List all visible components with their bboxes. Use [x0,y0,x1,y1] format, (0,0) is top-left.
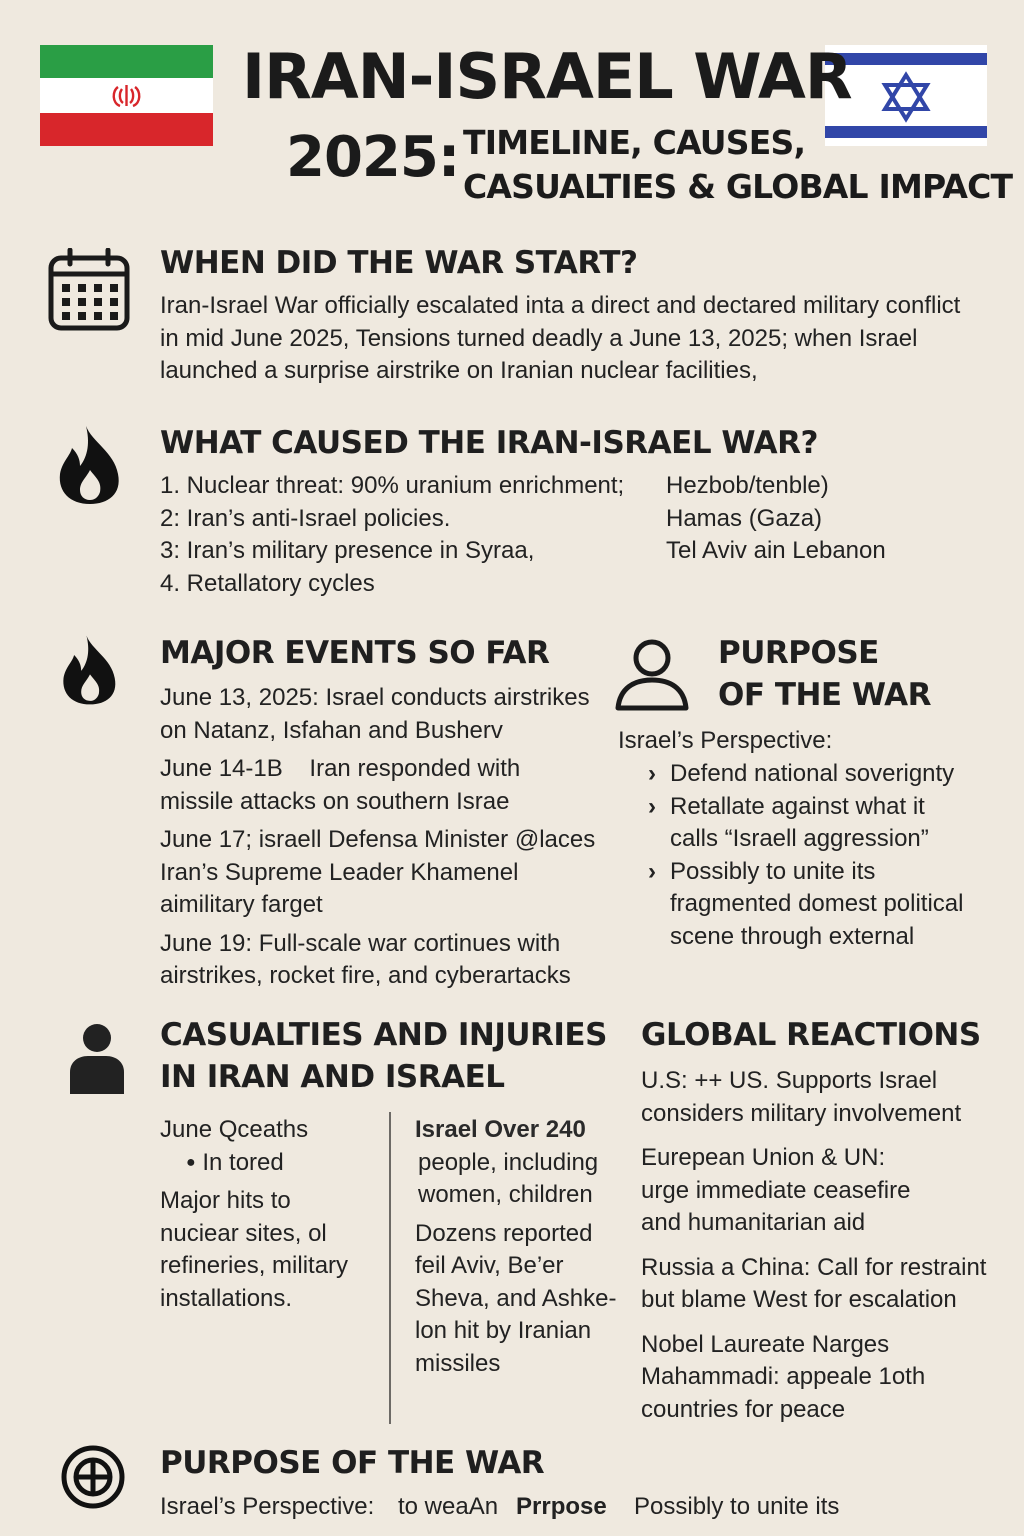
iran-flag-icon [40,45,213,146]
causes-heading: WHAT CAUSED THE IRAN-ISRAEL WAR? [160,425,819,461]
reaction-line: and humanitarian aid [641,1209,866,1236]
event-item [160,682,595,747]
event-line: airstrikes, rocket fire, and cyberartacks [160,962,571,989]
reaction-line: Eurepean Union & UN: [641,1144,886,1171]
chevron-right-icon: › [648,857,656,885]
reaction-line: but blame West for escalation [641,1286,957,1313]
israel-report-line: lon hit by Iranian [415,1317,592,1344]
flame-icon [60,632,120,708]
proxy-item: Tel Aviv ain Lebanon [666,537,886,564]
iran-hits-line: installations. [160,1284,293,1312]
event-line: June 17; israell Defensa Minister @laces [160,826,596,853]
purpose2-heading: PURPOSE OF THE WAR [160,1445,545,1481]
start-text [160,290,960,388]
page-subtitle-line2: CASUALTIES & GLOBAL IMPACT [463,167,1013,206]
start-line: Iran-Israel War officially escalated inta a direct and dectared military conflict [160,292,961,319]
purpose-bullet [648,791,963,856]
reactions-list [641,1065,986,1426]
purpose-heading [718,634,931,714]
crosshair-icon [60,1444,126,1510]
purpose2-perspective: Israel’s Perspective: [160,1493,375,1520]
cause-item: 2: Iran’s anti-Israel policies. [160,504,451,532]
israel-count: Israel Over 240 [415,1116,586,1143]
cause-item: 1. Nuclear threat: 90% uranium enrichment; [160,472,625,499]
event-line: Iran’s Supreme Leader Khamenel [160,858,519,886]
causes-list [160,470,624,600]
purpose-heading-line: PURPOSE [718,635,879,671]
reaction-line: Russia a China: Call for restraint [641,1253,987,1281]
column-divider [389,1112,391,1424]
proxy-list [666,470,886,568]
reaction-line: urge immediate ceasefire [641,1176,911,1204]
iran-hits-line: Major hits to [160,1187,291,1214]
start-line: launched a surprise airstrike on Iranian nuclear facilities, [160,357,758,384]
event-item [160,753,595,818]
casualties-heading-line: IN IRAN AND ISRAEL [160,1059,505,1095]
flame-icon [56,424,124,506]
title-year: 2025: [286,125,460,190]
iran-deaths: June Qceaths [160,1116,309,1143]
reaction-line: Nobel Laureate Narges [641,1330,890,1358]
person-icon [68,1022,126,1094]
purpose-bullet-line: calls “Israell aggression” [670,825,929,852]
event-item [160,928,595,993]
purpose-bullet [648,856,963,954]
casualties-israel [415,1114,616,1380]
page-subtitle-line1: TIMELINE, CAUSES, [463,123,806,162]
reaction-item [641,1142,986,1240]
purpose-bullet-line: Possibly to unite its [670,857,876,885]
casualties-heading-line: CASUALTIES AND INJURIES [160,1017,607,1053]
casualties-iran [160,1114,348,1315]
cause-item: 4. Retallatory cycles [160,569,375,597]
purpose2-col2: to weaAn [398,1493,499,1520]
purpose-perspective: Israel’s Perspective: [618,727,833,754]
user-icon [614,636,690,712]
proxy-item: Hamas (Gaza) [666,504,823,532]
reaction-item [641,1329,986,1427]
israel-report-line: Dozens reported [415,1219,593,1247]
israel-count-line: people, including [418,1148,599,1176]
start-line: in mid June 2025, Tensions turned deadly a June 13, 2025; when Israel [160,324,918,352]
israel-report-line: missiles [415,1349,501,1377]
israel-report-line: feil Aviv, Be’er [415,1252,564,1279]
event-line: June 19: Full-scale war cortinues with [160,929,561,957]
events-heading: MAJOR EVENTS SO FAR [160,635,550,671]
purpose2-col4: Possibly to unite its [634,1493,840,1520]
event-line: aimilitary farget [160,891,323,918]
event-line: on Natanz, Isfahan and Busherv [160,716,503,744]
israel-count-line: women, children [418,1181,593,1208]
purpose-bullet-line: Defend national soverignty [670,760,955,787]
reaction-line: countries for peace [641,1395,846,1423]
iran-hits-line: refineries, military [160,1252,349,1279]
droplet-icon: ● [186,1153,196,1171]
reaction-item [641,1252,986,1317]
iran-hits-line: nuciear sites, ol [160,1219,327,1247]
israel-report-line: Sheva, and Ashke- [415,1284,617,1312]
purpose-bullet [648,758,963,791]
proxy-item: Hezbob/tenble) [666,472,829,499]
cause-item: 3: Iran’s military presence in Syraa, [160,537,535,564]
reaction-item [641,1065,986,1130]
purpose-bullet-line: scene through external [670,922,915,950]
iran-injured: ● In tored [186,1148,284,1176]
casualties-heading [160,1016,607,1096]
event-line: June 13, 2025: Israel conducts airstrikes [160,684,590,711]
event-line: missile attacks on southern Israe [160,787,510,815]
purpose-bullets [648,758,963,953]
page-title: IRAN-ISRAEL WAR [242,40,852,113]
reaction-line: U.S: ++ US. Supports Israel [641,1067,938,1094]
events-list [160,682,595,993]
purpose-bullet-line: fragmented domest political [670,890,964,917]
event-item [160,824,595,922]
purpose2-col3: Prrpose [516,1493,607,1520]
chevron-right-icon: › [648,792,656,820]
purpose-bullet-line: Retallate against what it [670,792,925,820]
reactions-heading: GLOBAL REACTIONS [641,1017,981,1053]
purpose-heading-line: OF THE WAR [718,677,932,713]
calendar-icon [48,248,130,332]
reaction-line: Mahammadi: appeale 1oth [641,1363,926,1390]
reaction-line: considers military involvement [641,1099,962,1127]
start-heading: WHEN DID THE WAR START? [160,245,638,281]
chevron-right-icon: › [648,760,656,787]
event-line: June 14-1B Iran responded with [160,755,521,782]
